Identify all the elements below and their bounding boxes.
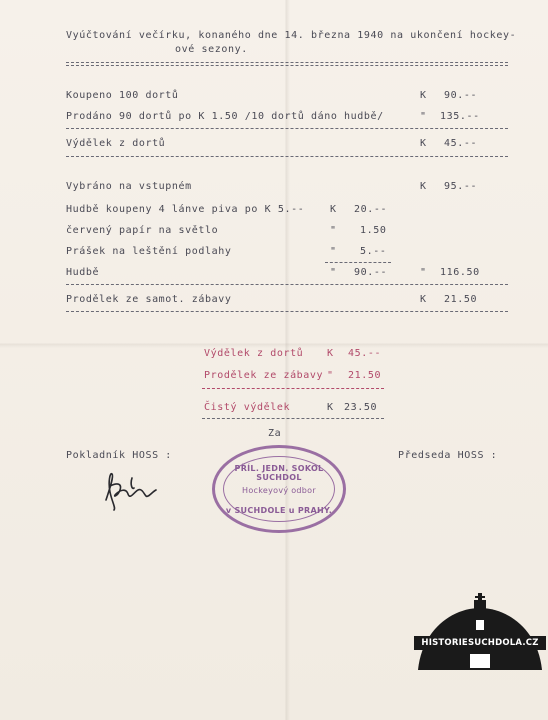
summary-vydelek-cur: K (327, 348, 334, 359)
row-prodano-cur: " (420, 111, 427, 122)
expense-hudbe-cur: " (330, 267, 337, 278)
summary-prodelek-amount: 21.50 (348, 370, 382, 381)
signature-mark (100, 468, 170, 514)
logo-church-icon (412, 590, 548, 680)
header-line-1: Vyúčtování večírku, konaného dne 14. března 1940 na ukončení hockey- (66, 30, 517, 41)
summary-vydelek-label: Výdělek z dortů (204, 348, 304, 359)
expense-papir-amount: 1.50 (360, 225, 387, 236)
expense-total-amount: 116.50 (440, 267, 480, 278)
row-prodano-amount: 135.-- (440, 111, 480, 122)
expense-pivo-amount: 20.-- (354, 204, 388, 215)
header-line-2: ové sezony. (175, 44, 248, 55)
rule-section1b (66, 156, 508, 157)
cisty-vydelek-cur: K (327, 402, 334, 413)
cisty-vydelek-label: Čistý výdělek (204, 402, 291, 413)
rule-section1 (66, 128, 508, 129)
rule-summary (202, 388, 384, 389)
expense-pivo-label: Hudbě koupeny 4 lánve piva po K 5.-- (66, 204, 305, 215)
summary-vydelek-amount: 45.-- (348, 348, 382, 359)
rule-section2 (66, 284, 508, 285)
prodelek-label: Prodělek ze samot. zábavy (66, 294, 232, 305)
summary-prodelek-label: Prodělek ze zábavy (204, 370, 324, 381)
expense-pivo-cur: K (330, 204, 337, 215)
expense-prasek-amount: 5.-- (360, 246, 387, 257)
summary-prodelek-cur: " (327, 370, 334, 381)
rule-expenses-sub (325, 262, 391, 263)
expense-prasek-label: Prášek na leštění podlahy (66, 246, 232, 257)
sokol-stamp (212, 445, 346, 533)
row-koupeno-amount: 90.-- (444, 90, 478, 101)
pokladnik-label: Pokladník HOSS : (66, 450, 172, 461)
prodelek-cur: K (420, 294, 427, 305)
vydelek-dortu-amount: 45.-- (444, 138, 478, 149)
expense-hudbe-label: Hudbě (66, 267, 100, 278)
expense-prasek-cur: " (330, 246, 337, 257)
row-prodano-label: Prodáno 90 dortů po K 1.50 /10 dortů dáno hudbě/ (66, 111, 384, 122)
predseda-label: Předseda HOSS : (398, 450, 498, 461)
vybrano-cur: K (420, 181, 427, 192)
za-label: Za (268, 428, 282, 439)
historiesuchdola-logo (412, 590, 548, 680)
expense-papir-label: červený papír na světlo (66, 225, 219, 236)
vydelek-dortu-cur: K (420, 138, 427, 149)
stamp-middle-text: Hockeyový odbor (242, 486, 316, 495)
vydelek-dortu-label: Výdělek z dortů (66, 138, 166, 149)
expense-total-cur: " (420, 267, 427, 278)
expense-hudbe-amount: 90.-- (354, 267, 388, 278)
expense-papir-cur: " (330, 225, 337, 236)
vybrano-label: Vybráno na vstupném (66, 181, 192, 192)
cisty-vydelek-amount: 23.50 (344, 402, 378, 413)
row-koupeno-label: Koupeno 100 dortů (66, 90, 179, 101)
prodelek-amount: 21.50 (444, 294, 478, 305)
header-rule (66, 62, 508, 66)
logo-text: HISTORIESUCHDOLA.CZ (421, 638, 539, 648)
stamp-bottom-text: v SUCHDOLE u PRAHY. (225, 506, 333, 515)
rule-cisty (202, 418, 384, 419)
row-koupeno-cur: K (420, 90, 427, 101)
rule-section2b (66, 311, 508, 312)
vybrano-amount: 95.-- (444, 181, 478, 192)
stamp-top-text: PŘÍL. JEDN. SOKOL SUCHDOL (234, 464, 324, 482)
